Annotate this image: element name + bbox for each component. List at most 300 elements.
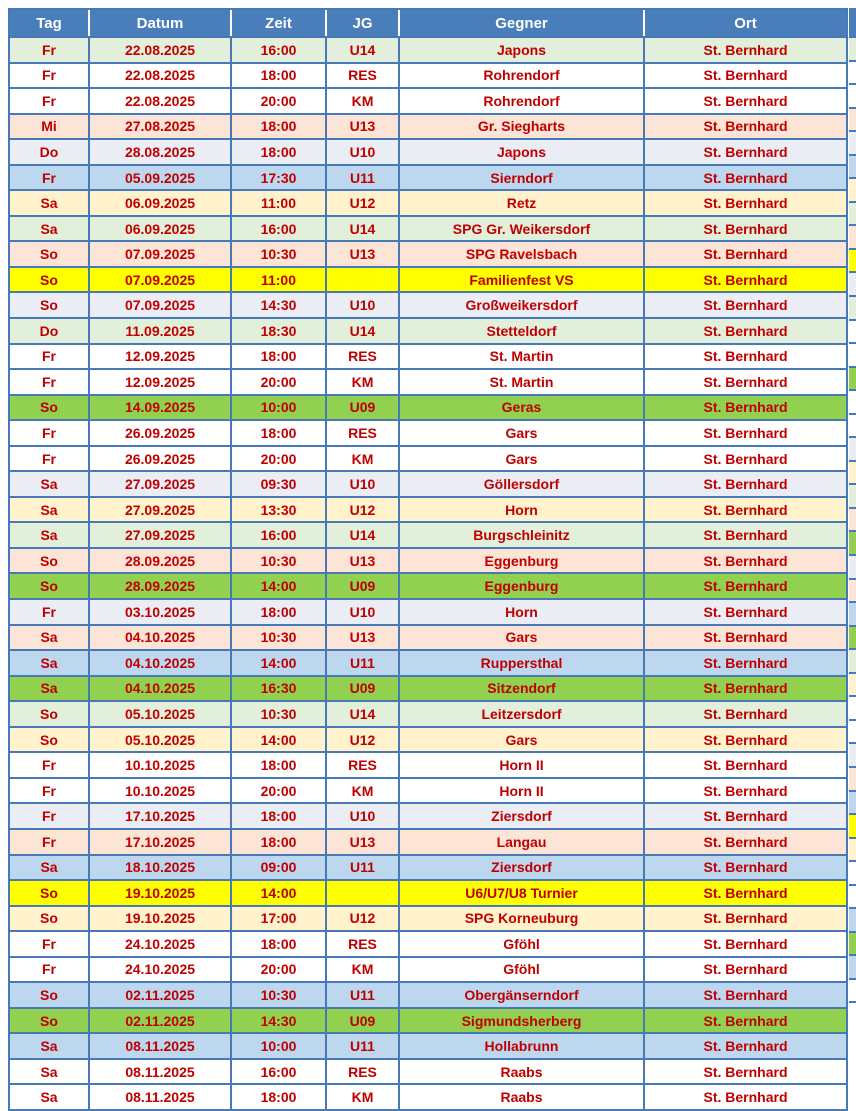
cell-gegner: U6/U7/U8 Turnier [399, 880, 644, 906]
cell-ort: St. Bernhard [644, 803, 847, 829]
cell-datum: 26.09.2025 [89, 446, 231, 472]
cell-ort: St. Bernhard [644, 906, 847, 932]
cell-datum: 18.10.2025 [89, 855, 231, 881]
cell-zeit: 20:00 [231, 778, 326, 804]
cell-jg: U10 [326, 599, 399, 625]
cell-tag: Sa [9, 190, 89, 216]
cell-datum: 17.10.2025 [89, 803, 231, 829]
cell-datum: 28.09.2025 [89, 548, 231, 574]
cell-tag: Sa [9, 1059, 89, 1085]
cell-gegner: Burgschleinitz [399, 522, 644, 548]
cell-ort: St. Bernhard [644, 420, 847, 446]
cutoff-row-segment [849, 648, 856, 672]
table-row [9, 931, 847, 957]
cell-jg: U12 [326, 497, 399, 523]
cell-datum: 12.09.2025 [89, 369, 231, 395]
cell-tag: Fr [9, 931, 89, 957]
cell-ort: St. Bernhard [644, 778, 847, 804]
column-header-tag: Tag [9, 9, 89, 37]
table-row [9, 829, 847, 855]
cutoff-row-segment [849, 625, 856, 649]
cell-gegner: Horn II [399, 752, 644, 778]
cell-tag: Fr [9, 778, 89, 804]
cell-ort: St. Bernhard [644, 1008, 847, 1034]
cell-jg: RES [326, 344, 399, 370]
cell-gegner: Leitzersdorf [399, 701, 644, 727]
cutoff-row-segment [849, 436, 856, 460]
cutoff-row-segment [849, 672, 856, 696]
cell-ort: St. Bernhard [644, 114, 847, 140]
cell-zeit: 18:30 [231, 318, 326, 344]
cell-jg: U14 [326, 216, 399, 242]
column-header-jg: JG [326, 9, 399, 37]
cell-gegner: Horn [399, 599, 644, 625]
cell-ort: St. Bernhard [644, 1033, 847, 1059]
cell-gegner: Großweikersdorf [399, 292, 644, 318]
cell-datum: 07.09.2025 [89, 267, 231, 293]
cell-ort: St. Bernhard [644, 241, 847, 267]
cell-ort: St. Bernhard [644, 573, 847, 599]
column-header-zeit: Zeit [231, 9, 326, 37]
cell-gegner: Horn II [399, 778, 644, 804]
cell-tag: Do [9, 139, 89, 165]
cell-ort: St. Bernhard [644, 395, 847, 421]
cell-tag: So [9, 241, 89, 267]
cell-datum: 04.10.2025 [89, 676, 231, 702]
cell-zeit: 17:00 [231, 906, 326, 932]
cell-jg [326, 267, 399, 293]
table-row [9, 778, 847, 804]
cell-zeit: 20:00 [231, 957, 326, 983]
cell-zeit: 20:00 [231, 88, 326, 114]
cell-gegner: Raabs [399, 1059, 644, 1085]
cell-jg: KM [326, 446, 399, 472]
cell-zeit: 10:00 [231, 1033, 326, 1059]
cell-datum: 28.08.2025 [89, 139, 231, 165]
cell-gegner: Eggenburg [399, 573, 644, 599]
cell-datum: 28.09.2025 [89, 573, 231, 599]
table-row [9, 855, 847, 881]
cutoff-row-segment [849, 1001, 856, 1025]
cell-jg: RES [326, 63, 399, 89]
cutoff-row-segment [849, 554, 856, 578]
cell-ort: St. Bernhard [644, 522, 847, 548]
cell-datum: 22.08.2025 [89, 88, 231, 114]
cell-ort: St. Bernhard [644, 650, 847, 676]
table-row [9, 88, 847, 114]
cell-tag: Fr [9, 165, 89, 191]
table-row [9, 139, 847, 165]
cell-jg: U13 [326, 829, 399, 855]
column-header-gegner: Gegner [399, 9, 644, 37]
cell-jg: KM [326, 1084, 399, 1110]
cell-tag: Fr [9, 752, 89, 778]
cutoff-row-segment [849, 978, 856, 1002]
cell-gegner: SPG Gr. Weikersdorf [399, 216, 644, 242]
cell-jg: U12 [326, 190, 399, 216]
cell-zeit: 16:00 [231, 522, 326, 548]
cell-gegner: Ziersdorf [399, 855, 644, 881]
cell-gegner: Japons [399, 37, 644, 63]
cell-gegner: Raabs [399, 1084, 644, 1110]
cell-gegner: Eggenburg [399, 548, 644, 574]
table-row [9, 446, 847, 472]
cutoff-row-segment [849, 907, 856, 931]
match-schedule-table [8, 8, 848, 1111]
cell-datum: 27.08.2025 [89, 114, 231, 140]
table-row [9, 625, 847, 651]
cell-ort: St. Bernhard [644, 625, 847, 651]
cell-ort: St. Bernhard [644, 165, 847, 191]
table-row [9, 1008, 847, 1034]
cell-gegner: Geras [399, 395, 644, 421]
cell-zeit: 16:00 [231, 1059, 326, 1085]
table-row [9, 803, 847, 829]
cutoff-row-segment [849, 130, 856, 154]
cell-zeit: 18:00 [231, 420, 326, 446]
schedule-body [9, 37, 847, 1110]
cutoff-row-segment [849, 884, 856, 908]
cell-gegner: Gföhl [399, 931, 644, 957]
cutoff-row-segment [849, 578, 856, 602]
cell-tag: Sa [9, 650, 89, 676]
cell-gegner: Hollabrunn [399, 1033, 644, 1059]
column-header-ort: Ort [644, 9, 847, 37]
cell-jg: U10 [326, 139, 399, 165]
cutoff-row-segment [849, 60, 856, 84]
cell-jg: U14 [326, 701, 399, 727]
cell-tag: Sa [9, 676, 89, 702]
cell-datum: 17.10.2025 [89, 829, 231, 855]
cell-tag: Fr [9, 88, 89, 114]
cutoff-row-segment [849, 601, 856, 625]
cell-zeit: 10:30 [231, 548, 326, 574]
table-row [9, 216, 847, 242]
cell-tag: Fr [9, 344, 89, 370]
cutoff-row-segment [849, 83, 856, 107]
cutoff-row-segment [849, 154, 856, 178]
cell-ort: St. Bernhard [644, 1084, 847, 1110]
cutoff-column-strip [849, 8, 856, 1025]
cell-gegner: Ziersdorf [399, 803, 644, 829]
cell-ort: St. Bernhard [644, 931, 847, 957]
cell-zeit: 10:00 [231, 395, 326, 421]
cell-datum: 14.09.2025 [89, 395, 231, 421]
cell-ort: St. Bernhard [644, 855, 847, 881]
table-row [9, 63, 847, 89]
cell-datum: 22.08.2025 [89, 37, 231, 63]
cell-zeit: 18:00 [231, 599, 326, 625]
cell-zeit: 14:30 [231, 292, 326, 318]
cell-tag: Sa [9, 497, 89, 523]
table-row [9, 701, 847, 727]
cell-datum: 27.09.2025 [89, 471, 231, 497]
cell-jg: KM [326, 957, 399, 983]
cell-datum: 02.11.2025 [89, 1008, 231, 1034]
cell-datum: 27.09.2025 [89, 497, 231, 523]
table-row [9, 471, 847, 497]
cell-tag: Mi [9, 114, 89, 140]
cell-tag: So [9, 727, 89, 753]
cell-tag: So [9, 573, 89, 599]
cell-ort: St. Bernhard [644, 727, 847, 753]
cell-zeit: 17:30 [231, 165, 326, 191]
cell-tag: Sa [9, 625, 89, 651]
cutoff-row-segment [849, 271, 856, 295]
cell-ort: St. Bernhard [644, 752, 847, 778]
cell-datum: 04.10.2025 [89, 650, 231, 676]
cell-zeit: 14:00 [231, 727, 326, 753]
table-row [9, 650, 847, 676]
cell-zeit: 16:00 [231, 37, 326, 63]
cell-tag: Fr [9, 369, 89, 395]
cell-datum: 03.10.2025 [89, 599, 231, 625]
cell-tag: So [9, 548, 89, 574]
header-row [9, 9, 847, 37]
cell-gegner: Familienfest VS [399, 267, 644, 293]
cell-zeit: 10:30 [231, 241, 326, 267]
table-row [9, 573, 847, 599]
cell-ort: St. Bernhard [644, 190, 847, 216]
cell-ort: St. Bernhard [644, 446, 847, 472]
cell-gegner: St. Martin [399, 369, 644, 395]
cell-zeit: 13:30 [231, 497, 326, 523]
cell-tag: Fr [9, 599, 89, 625]
cell-gegner: SPG Ravelsbach [399, 241, 644, 267]
cell-zeit: 18:00 [231, 752, 326, 778]
cell-ort: St. Bernhard [644, 216, 847, 242]
table-row [9, 522, 847, 548]
cell-jg: U10 [326, 292, 399, 318]
cell-tag: So [9, 880, 89, 906]
cell-tag: So [9, 1008, 89, 1034]
cell-tag: Sa [9, 216, 89, 242]
cell-zeit: 16:00 [231, 216, 326, 242]
cell-datum: 10.10.2025 [89, 752, 231, 778]
cutoff-row-segment [849, 742, 856, 766]
cell-zeit: 18:00 [231, 829, 326, 855]
cell-jg: U13 [326, 625, 399, 651]
cutoff-row-segment [849, 837, 856, 861]
cell-jg: U11 [326, 982, 399, 1008]
cell-jg [326, 880, 399, 906]
table-row [9, 727, 847, 753]
cell-zeit: 16:30 [231, 676, 326, 702]
cell-datum: 24.10.2025 [89, 931, 231, 957]
cutoff-row-segment [849, 507, 856, 531]
cell-jg: KM [326, 88, 399, 114]
cutoff-row-segment [849, 813, 856, 837]
cell-tag: Fr [9, 446, 89, 472]
cell-gegner: Retz [399, 190, 644, 216]
cutoff-row-segment [849, 389, 856, 413]
cell-datum: 05.10.2025 [89, 727, 231, 753]
cell-jg: U09 [326, 395, 399, 421]
cell-datum: 08.11.2025 [89, 1059, 231, 1085]
cell-jg: KM [326, 778, 399, 804]
table-row [9, 599, 847, 625]
cell-tag: Fr [9, 957, 89, 983]
cell-ort: St. Bernhard [644, 318, 847, 344]
cell-jg: U09 [326, 1008, 399, 1034]
cell-gegner: Stetteldorf [399, 318, 644, 344]
cell-datum: 05.09.2025 [89, 165, 231, 191]
cell-zeit: 18:00 [231, 931, 326, 957]
cell-zeit: 14:00 [231, 880, 326, 906]
cell-datum: 11.09.2025 [89, 318, 231, 344]
cutoff-row-segment [849, 107, 856, 131]
cutoff-row-segment [849, 695, 856, 719]
cell-tag: Fr [9, 63, 89, 89]
cell-tag: So [9, 292, 89, 318]
cell-ort: St. Bernhard [644, 676, 847, 702]
cell-zeit: 18:00 [231, 1084, 326, 1110]
cell-zeit: 14:00 [231, 573, 326, 599]
cell-zeit: 10:30 [231, 982, 326, 1008]
cutoff-row-segment [849, 295, 856, 319]
cutoff-row-segment [849, 530, 856, 554]
cell-jg: U13 [326, 114, 399, 140]
cell-tag: Sa [9, 1033, 89, 1059]
table-row [9, 395, 847, 421]
cell-tag: Fr [9, 829, 89, 855]
cell-gegner: Langau [399, 829, 644, 855]
cell-zeit: 11:00 [231, 190, 326, 216]
table-row [9, 369, 847, 395]
cell-ort: St. Bernhard [644, 63, 847, 89]
table-row [9, 292, 847, 318]
cell-gegner: Gars [399, 446, 644, 472]
cell-gegner: Japons [399, 139, 644, 165]
cutoff-row-segment [849, 177, 856, 201]
cell-zeit: 18:00 [231, 63, 326, 89]
table-row [9, 982, 847, 1008]
cell-ort: St. Bernhard [644, 701, 847, 727]
cell-jg: U10 [326, 803, 399, 829]
cell-ort: St. Bernhard [644, 880, 847, 906]
cell-zeit: 11:00 [231, 267, 326, 293]
cell-gegner: Rohrendorf [399, 63, 644, 89]
cell-jg: U11 [326, 1033, 399, 1059]
cell-gegner: Gars [399, 420, 644, 446]
cutoff-row-segment [849, 790, 856, 814]
cutoff-row-segment [849, 319, 856, 343]
cell-datum: 19.10.2025 [89, 906, 231, 932]
cell-jg: RES [326, 420, 399, 446]
cell-zeit: 18:00 [231, 344, 326, 370]
cell-jg: U14 [326, 37, 399, 63]
cell-zeit: 09:00 [231, 855, 326, 881]
cell-tag: So [9, 982, 89, 1008]
table-row [9, 880, 847, 906]
cell-gegner: Sierndorf [399, 165, 644, 191]
table-row [9, 1084, 847, 1110]
cell-gegner: Sitzendorf [399, 676, 644, 702]
cell-tag: So [9, 906, 89, 932]
cell-ort: St. Bernhard [644, 829, 847, 855]
cell-datum: 02.11.2025 [89, 982, 231, 1008]
table-row [9, 190, 847, 216]
cell-gegner: SPG Korneuburg [399, 906, 644, 932]
cell-tag: So [9, 395, 89, 421]
cell-jg: U11 [326, 855, 399, 881]
table-row [9, 676, 847, 702]
cell-gegner: Obergänserndorf [399, 982, 644, 1008]
cell-gegner: Gföhl [399, 957, 644, 983]
cutoff-row-segment [849, 248, 856, 272]
cell-datum: 04.10.2025 [89, 625, 231, 651]
cell-tag: So [9, 701, 89, 727]
table-row [9, 344, 847, 370]
cell-jg: U14 [326, 318, 399, 344]
cell-zeit: 20:00 [231, 446, 326, 472]
table-row [9, 548, 847, 574]
cutoff-row-segment [849, 954, 856, 978]
table-row [9, 420, 847, 446]
cutoff-row-segment [849, 342, 856, 366]
cell-tag: Sa [9, 855, 89, 881]
cell-datum: 07.09.2025 [89, 241, 231, 267]
cell-tag: Sa [9, 522, 89, 548]
cell-ort: St. Bernhard [644, 497, 847, 523]
cell-jg: U14 [326, 522, 399, 548]
cutoff-row-segment [849, 766, 856, 790]
cell-datum: 08.11.2025 [89, 1033, 231, 1059]
cell-tag: Do [9, 318, 89, 344]
cell-jg: U13 [326, 548, 399, 574]
table-row [9, 1033, 847, 1059]
cell-datum: 05.10.2025 [89, 701, 231, 727]
cell-ort: St. Bernhard [644, 267, 847, 293]
cell-gegner: Rohrendorf [399, 88, 644, 114]
cutoff-row-segment [849, 36, 856, 60]
cell-datum: 27.09.2025 [89, 522, 231, 548]
cell-gegner: Sigmundsherberg [399, 1008, 644, 1034]
cell-ort: St. Bernhard [644, 344, 847, 370]
cell-jg: KM [326, 369, 399, 395]
cell-jg: U09 [326, 573, 399, 599]
cutoff-header-segment [849, 8, 856, 36]
cell-tag: Fr [9, 420, 89, 446]
cell-datum: 06.09.2025 [89, 190, 231, 216]
cell-jg: U13 [326, 241, 399, 267]
cell-ort: St. Bernhard [644, 982, 847, 1008]
cutoff-row-segment [849, 860, 856, 884]
cell-gegner: Gr. Siegharts [399, 114, 644, 140]
table-row [9, 906, 847, 932]
table-row [9, 752, 847, 778]
cell-zeit: 10:30 [231, 701, 326, 727]
cell-ort: St. Bernhard [644, 1059, 847, 1085]
cutoff-row-segment [849, 201, 856, 225]
cutoff-row-segment [849, 460, 856, 484]
cell-datum: 12.09.2025 [89, 344, 231, 370]
table-row [9, 267, 847, 293]
cell-jg: U12 [326, 727, 399, 753]
table-row [9, 165, 847, 191]
table-row [9, 497, 847, 523]
table-row [9, 241, 847, 267]
cell-ort: St. Bernhard [644, 599, 847, 625]
cell-jg: U09 [326, 676, 399, 702]
cell-tag: Sa [9, 1084, 89, 1110]
cell-zeit: 18:00 [231, 114, 326, 140]
cell-tag: Fr [9, 803, 89, 829]
cell-jg: RES [326, 1059, 399, 1085]
cell-jg: U11 [326, 650, 399, 676]
cutoff-row-segment [849, 719, 856, 743]
cutoff-row-segment [849, 224, 856, 248]
